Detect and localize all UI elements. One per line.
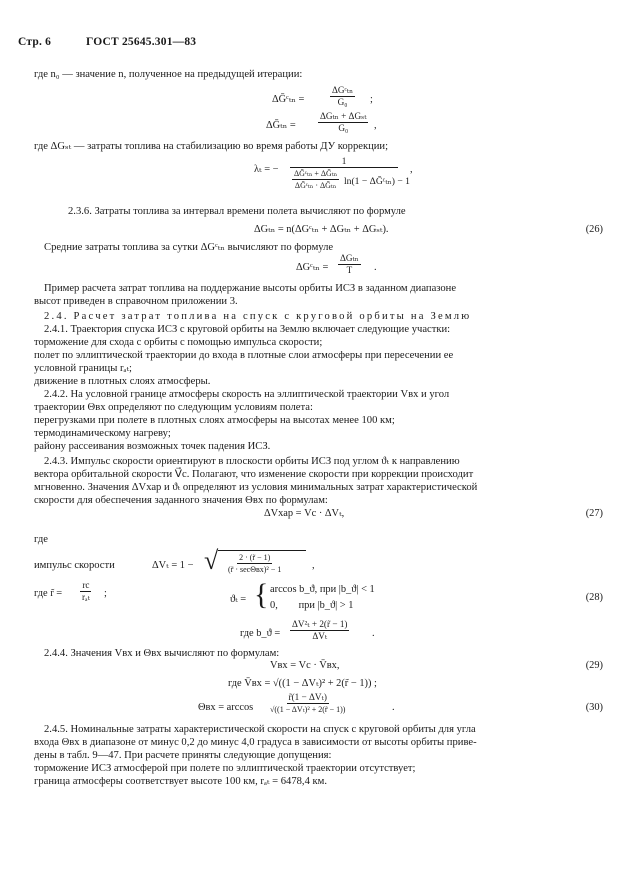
denominator: rₐₜ <box>82 592 90 602</box>
equation: ΔVхар = Vc · ΔVₜ, <box>264 508 345 519</box>
text-line: району рассеивания возможных точек падения ИСЗ. <box>34 441 271 452</box>
text-line: где <box>34 534 48 545</box>
page-number: Стр. 6 <box>18 36 52 48</box>
text-line: траектории Θвх определяют по следующим условиям полета: <box>34 402 313 413</box>
text-line: 2.4.1. Траектория спуска ИСЗ с круговой орбиты на Землю включает следующие участки: <box>44 324 451 335</box>
numerator: ΔV²ₜ + 2(r̃ − 1) <box>292 619 348 629</box>
equation-tail: ; <box>104 588 107 599</box>
equation: ΔGₜₙ = n(ΔGᶜₜₙ + ΔGₜₙ + ΔGₛₜ). <box>254 224 389 235</box>
standard-code: ГОСТ 25645.301—83 <box>86 36 197 48</box>
denominator: ΔVₜ <box>312 631 328 641</box>
equation-tail: . <box>372 628 375 639</box>
equation-lhs: ΔVₜ = 1 − <box>152 560 194 571</box>
text-line: перегрузками при полете в плотных слоях атмосферы на высотах менее 100 км; <box>34 415 395 426</box>
text-line: 2.4.3. Импульс скорости ориентируют в плоскости орбиты ИСЗ под углом ϑₜ к направлению <box>44 456 460 467</box>
text-line: граница атмосферы соответствует высоте 100 км, rₐₜ = 6478,4 км. <box>34 776 328 787</box>
equation-lhs: ϑₜ = <box>230 594 247 605</box>
equation-tail: . <box>392 702 395 713</box>
case-row: 0, при |b_ϑ| > 1 <box>270 600 354 611</box>
fraction <box>290 619 349 642</box>
text-line: где n₀ — значение n, полученное на предыдущей итерации: <box>34 69 303 80</box>
denominator: T <box>346 265 353 275</box>
fraction <box>226 552 283 575</box>
numerator: 2 · (r̃ − 1) <box>239 553 271 562</box>
equation-tail: , <box>410 164 413 175</box>
text-line: 2.3.6. Затраты топлива за интервал времени полета вычисляют по формуле <box>68 206 406 217</box>
text-line: мгновенно. Значения ΔVхар и ϑₜ определяют из условия минимальных затрат характеристической <box>34 482 478 493</box>
equation-lhs: ΔGᶜₜₙ = <box>296 262 329 273</box>
root-sign: √ <box>204 546 219 575</box>
fraction <box>292 168 339 191</box>
text-line: Средние затраты топлива за сутки ΔGᶜₜₙ вычисляют по формуле <box>44 242 334 253</box>
equation-tail: , <box>312 560 315 571</box>
text-line: Пример расчета затрат топлива на поддержание высоты орбиты ИСЗ в заданном диапазоне <box>44 283 457 294</box>
equation-tail: . <box>374 262 377 273</box>
text-line: условной границы rₐₜ; <box>34 363 132 374</box>
denominator: √((1 − ΔVₜ)² + 2(r̃ − 1)) <box>270 705 346 714</box>
numerator: 1 <box>290 156 398 168</box>
equation: где V̄вх = √((1 − ΔVₜ)² + 2(r̃ − 1)) ; <box>228 678 377 689</box>
text-line: полет по эллиптической траектории до входа в плотные слои атмосферы при пересечении ее <box>34 350 454 361</box>
root-bar <box>218 550 306 551</box>
numerator: ΔGᶜₜₙ <box>332 85 354 95</box>
text-line: вектора орбитальной скорости V⃗c. Полагают, что изменение скорости при коррекции происходит <box>34 469 474 480</box>
equation-number: (27) <box>585 508 603 519</box>
text-line: где ΔGₛₜ — затраты топлива на стабилизацию во время работы ДУ коррекции; <box>34 141 389 152</box>
fraction <box>318 111 368 134</box>
fraction <box>268 692 347 715</box>
fraction <box>330 85 355 108</box>
denominator: (r̃ · secΘвх)² − 1 <box>228 565 282 574</box>
equation-tail: ; <box>370 94 373 105</box>
denominator: G₀ <box>337 97 348 107</box>
section-heading: 2.4. Расчет затрат топлива на спуск с круговой орбиты на Землю <box>44 311 472 322</box>
equation-number: (28) <box>585 592 603 603</box>
text-line: 2.4.2. На условной границе атмосферы скорость на эллиптической траектории Vвх и угол <box>44 389 450 400</box>
text-line: высот приведен в справочном приложении 3. <box>34 296 238 307</box>
numerator: rc <box>82 580 90 590</box>
numerator: ΔGₜₙ + ΔGₛₜ <box>320 111 367 121</box>
text-line: дены в табл. 9—47. При расчете приняты следующие допущения: <box>34 750 332 761</box>
text-line: торможение для схода с орбиты с помощью импульса скорости; <box>34 337 323 348</box>
denominator: ΔḠᶜₜₙ · ΔḠₜₙ <box>294 181 337 190</box>
equation-lhs: где r̃ = <box>34 588 63 599</box>
equation-lhs: Θвх = arccos <box>198 702 254 713</box>
text-line: 2.4.4. Значения Vвх и Θвх вычисляют по формулам: <box>44 648 280 659</box>
numerator: ΔḠᶜₜₙ + ΔḠₜₙ <box>294 169 338 178</box>
equation-number: (26) <box>585 224 603 235</box>
equation-lhs: ΔḠₜₙ = <box>266 120 296 131</box>
equation-part: ln(1 − ΔḠᶜₜₙ) − 1 <box>344 176 410 187</box>
case-row: arccos b_ϑ, при |b_ϑ| < 1 <box>270 584 375 595</box>
equation-lhs: ΔḠᶜₜₙ = <box>272 94 305 105</box>
fraction <box>80 580 92 603</box>
text-line: 2.4.5. Номинальные затраты характеристической скорости на спуск с круговой орбиты для угла <box>44 724 476 735</box>
numerator: r̃(1 − ΔVₜ) <box>288 692 327 702</box>
numerator: ΔGₜₙ <box>340 253 359 263</box>
equation-number: (29) <box>585 660 603 671</box>
text-line: торможение ИСЗ атмосферой при полете по эллиптической траектории отсутствует; <box>34 763 416 774</box>
equation-lhs: λₜ = − <box>254 164 279 175</box>
denominator: G₀ <box>338 123 349 133</box>
text-line: скорости для обеспечения заданного значения Θвх по формулам: <box>34 495 328 506</box>
equation-number: (30) <box>585 702 603 713</box>
equation-tail: , <box>374 120 377 131</box>
equation-label: импульс скорости <box>34 560 115 571</box>
brace: { <box>254 578 269 611</box>
text-line: движение в плотных слоях атмосферы. <box>34 376 211 387</box>
text-line: термодинамическому нагреву; <box>34 428 171 439</box>
fraction <box>338 253 361 276</box>
text-line: входа Θвх в диапазоне от минус 0,2 до минус 4,0 градуса в зависимости от высоты орбиты приве- <box>34 737 477 748</box>
equation-lhs: где b_ϑ = <box>240 628 281 639</box>
equation: Vвх = Vc · V̄вх, <box>270 660 340 671</box>
